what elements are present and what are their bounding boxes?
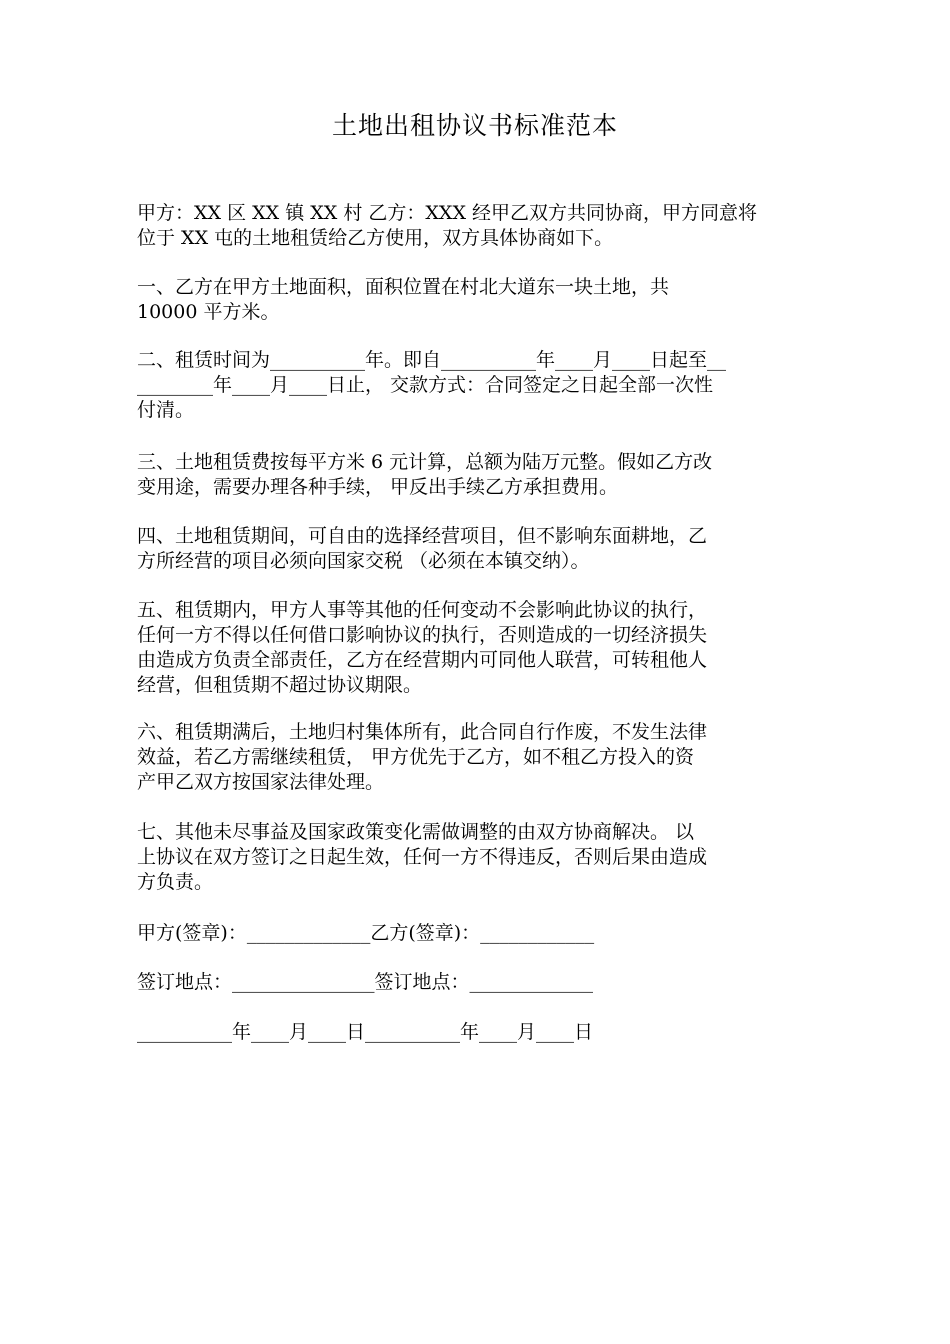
text-line: 甲方：XX 区 XX 镇 XX 村 乙方：XXX 经甲乙双方共同协商，甲方同意将 [137,202,758,224]
text-line: 位于 XX 屯的土地租赁给乙方使用，双方具体协商如下。 [137,227,614,249]
paragraph-clause-1 [137,275,815,325]
text-line: 五、租赁期内，甲方人事等其他的任何变动不会影响此协议的执行， [137,599,708,621]
text-line: 方负责。 [137,871,214,893]
text-line: 三、土地租赁费按每平方米 6 元计算，总额为陆万元整。假如乙方改 [137,451,713,473]
text-line: 由造成方负责全部责任，乙方在经营期内可同他人联营，可转租他人 [137,649,708,671]
paragraph-clause-3 [137,450,815,500]
paragraph-clause-7 [137,820,815,895]
text-line: 产甲乙双方按国家法律处理。 [137,771,385,793]
paragraph-clause-6 [137,720,815,795]
text-line: 六、租赁期满后，土地归村集体所有，此合同自行作废，不发生法律 [137,721,708,743]
text-line: 变用途，需要办理各种手续， 甲反出手续乙方承担费用。 [137,476,619,498]
text-line: 方所经营的项目必须向国家交税 （必须在本镇交纳）。 [137,550,590,572]
text-line: 付清。 [137,399,195,421]
text-line: ________年____月____日止， 交款方式：合同签定之日起全部一次性 [137,374,714,396]
text-line: 七、其他未尽事益及国家政策变化需做调整的由双方协商解决。 以 [137,821,695,843]
text-line: 一、乙方在甲方土地面积，面积位置在村北大道东一块土地，共 [137,276,670,298]
text-line: 上协议在双方签订之日起生效，任何一方不得违反，否则后果由造成 [137,846,708,868]
paragraph-clause-4 [137,524,815,574]
text-line: 二、租赁时间为__________年。即自__________年____月____日起至__ [137,349,727,371]
signing-date-line: __________年____月____日__________年____月____日 [137,1021,594,1043]
text-line: 任何一方不得以任何借口影响协议的执行，否则造成的一切经济损失 [137,624,708,646]
text-line: 效益，若乙方需继续租赁， 甲方优先于乙方，如不租乙方投入的资 [137,746,695,768]
text-line: 10000 平方米。 [137,301,280,323]
paragraph-clause-2 [137,348,815,423]
signing-place-line: 签订地点：_______________签订地点：_____________ [137,971,594,993]
text-line: 经营，但租赁期不超过协议期限。 [137,674,423,696]
signature-stamp-line: 甲方(签章)：_____________乙方(签章)：____________ [137,922,595,944]
document-title: 土地出租协议书标准范本 [331,111,618,140]
text-line: 四、土地租赁期间，可自由的选择经营项目，但不影响东面耕地，乙 [137,525,708,547]
paragraph-parties [137,201,815,251]
paragraph-clause-5 [137,598,815,698]
